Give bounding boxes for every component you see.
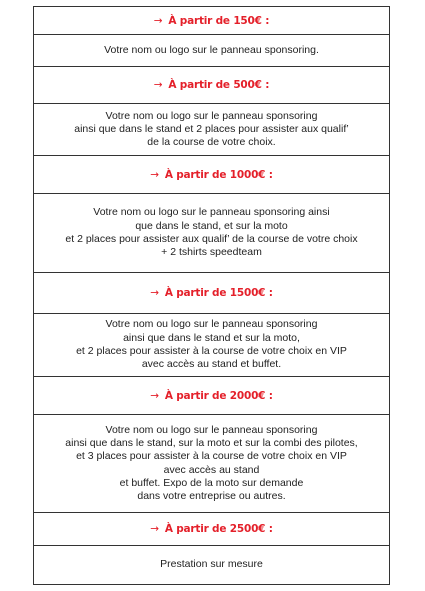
tier-5-line-5: et buffet. Expo de la moto sur demande: [119, 476, 304, 489]
tier-4-line-2: ainsi que dans le stand et sur la moto,: [123, 331, 300, 344]
tier-3-line-4: + 2 tshirts speedteam: [161, 246, 262, 259]
tier-1-description: [34, 35, 389, 67]
tier-5-line-6: dans votre entreprise ou autres.: [137, 490, 286, 503]
tier-1-line-1: Votre nom ou logo sur le panneau sponsoring.: [104, 43, 319, 56]
tier-5-description: [34, 415, 389, 513]
tier-2-description: [34, 104, 389, 156]
tier-2-heading-row: [34, 67, 389, 104]
tier-6-heading-row: [34, 513, 389, 546]
tier-6-heading: À partir de 2500€ :: [164, 523, 273, 535]
tier-3-description: [34, 194, 389, 273]
tier-2-line-3: de la course de votre choix.: [147, 136, 276, 149]
arrow-right-icon: →: [150, 168, 159, 181]
arrow-right-icon: →: [153, 79, 163, 91]
tier-1-heading: À partir de 150€ :: [168, 14, 270, 27]
tier-4-line-3: et 2 places pour assister à la course de votre choix en VIP: [76, 345, 347, 357]
tier-5-heading: À partir de 2000€ :: [164, 389, 273, 402]
arrow-right-icon: →: [153, 14, 163, 27]
arrow-right-icon: →: [150, 287, 159, 299]
arrow-right-icon: →: [150, 389, 159, 402]
tier-2-line-1: Votre nom ou logo sur le panneau sponsoring: [105, 109, 318, 122]
tier-6-description: [34, 546, 389, 584]
tier-4-heading: À partir de 1500€ :: [164, 287, 273, 299]
tier-4-line-1: Votre nom ou logo sur le panneau sponsoring: [105, 318, 318, 331]
tier-4-heading-row: [34, 273, 389, 314]
tier-3-heading-row: [34, 156, 389, 194]
tier-5-line-4: avec accès au stand: [163, 463, 260, 476]
tier-4-line-4: avec accès au stand et buffet.: [141, 358, 282, 371]
tier-1-heading-row: [34, 7, 389, 35]
tier-3-line-3: et 2 places pour assister aux qualif’ de la course de votre choix: [65, 233, 358, 245]
tier-3-line-2: que dans le stand, et sur la moto: [135, 219, 288, 232]
tier-5-line-1: Votre nom ou logo sur le panneau sponsoring: [105, 423, 318, 436]
tier-2-line-2: ainsi que dans le stand et 2 places pour assister aux qualif’: [74, 122, 349, 135]
tier-3-heading: À partir de 1000€ :: [164, 168, 273, 181]
tier-3-line-1: Votre nom ou logo sur le panneau sponsoring ainsi: [93, 206, 330, 219]
tier-5-heading-row: [34, 377, 389, 415]
tier-2-heading: À partir de 500€ :: [168, 79, 270, 91]
arrow-right-icon: →: [150, 523, 159, 535]
sponsoring-tiers-table: [33, 6, 390, 585]
tier-5-line-2: ainsi que dans le stand, sur la moto et sur la combi des pilotes,: [65, 436, 358, 449]
tier-5-line-3: et 3 places pour assister à la course de votre choix en VIP: [76, 450, 347, 463]
tier-4-description: [34, 314, 389, 377]
tier-6-line-1: Prestation sur mesure: [160, 558, 263, 571]
